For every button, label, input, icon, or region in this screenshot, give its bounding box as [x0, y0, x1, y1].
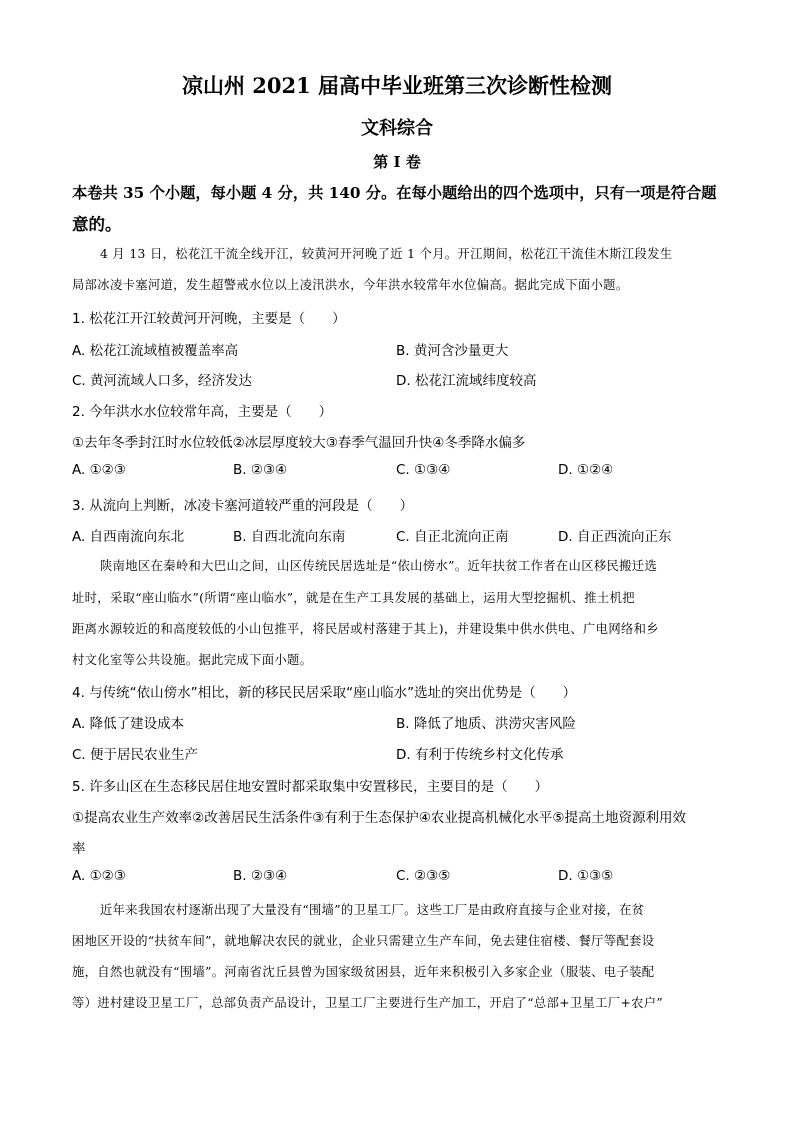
question-5-items-line-1: ①提高农业生产效率②改善居民生活条件③有利于生态保护④农业提高机械化水平⑤提高土地资源利用效 [72, 810, 687, 826]
passage-3-line-2: 困地区开设的“扶贫车间”，就地解决农民的就业，企业只需建立生产车间，免去建住宿楼、餐厅等配套设 [72, 934, 655, 948]
question-4-stem: 4. 与传统“依山傍水”相比，新的移民民居采取“座山临水”选址的突出优势是（ ） [72, 685, 577, 701]
question-5-option-d: D. ①③⑤ [558, 868, 614, 884]
question-5-option-a: A. ①②③ [72, 868, 126, 884]
passage-1-line-2: 局部冰凌卡塞河道，发生超警戒水位以上凌汛洪水，今年洪水较常年水位偏高。据此完成下面小题。 [72, 278, 629, 292]
volume-label: 第 I 卷 [373, 153, 421, 171]
passage-3-line-1: 近年来我国农村逐渐出现了大量没有“围墙”的卫星工厂。这些工厂是由政府直接与企业对接，在贫 [100, 903, 645, 917]
exam-title: 凉山州 2021 届高中毕业班第三次诊断性检测 [181, 73, 613, 98]
question-5-option-b: B. ②③④ [233, 868, 288, 884]
question-1-stem: 1. 松花江开江较黄河开河晚，主要是（ ） [72, 311, 346, 327]
passage-2-line-1: 陕南地区在秦岭和大巴山之间，山区传统民居选址是“依山傍水”。近年扶贫工作者在山区移民搬迁选 [100, 559, 658, 573]
question-1-option-d: D. 松花江流域纬度较高 [396, 373, 537, 389]
question-3-option-c: C. 自正北流向正南 [396, 529, 509, 545]
instructions-line-1: 本卷共 35 个小题，每小题 4 分，共 140 分。在每小题给出的四个选项中，只有一项是符合题 [72, 184, 717, 202]
passage-3-line-3: 施，自然也就没有“围墙”。河南省沈丘县曾为国家级贫困县，近年来积极引入多家企业（服装、电子装配 [72, 965, 655, 979]
question-1-option-a: A. 松花江流域植被覆盖率高 [72, 343, 239, 359]
question-5-items-line-2: 率 [72, 841, 86, 857]
question-1-option-b: B. 黄河含沙量更大 [396, 343, 509, 359]
exam-subtitle: 文科综合 [361, 118, 433, 139]
question-3-option-a: A. 自西南流向东北 [72, 529, 185, 545]
question-2-option-c: C. ①③④ [396, 462, 451, 478]
question-2-option-d: D. ①②④ [558, 462, 614, 478]
question-4-option-c: C. 便于居民农业生产 [72, 747, 199, 763]
question-2-stem: 2. 今年洪水水位较常年高，主要是（ ） [72, 404, 333, 420]
question-5-stem: 5. 许多山区在生态移民居住地安置时都采取集中安置移民，主要目的是（ ） [72, 779, 549, 795]
passage-3-line-4: 等）进村建设卫星工厂，总部负责产品设计，卫星工厂主要进行生产加工，开启了“总部+卫星工厂+农户” [72, 996, 664, 1010]
question-5-option-c: C. ②③⑤ [396, 868, 451, 884]
passage-2-line-4: 村文化室等公共设施。据此完成下面小题。 [72, 653, 313, 667]
question-3-option-d: D. 自正西流向正东 [558, 529, 672, 545]
question-2-option-b: B. ②③④ [233, 462, 288, 478]
question-3-stem: 3. 从流向上判断，冰凌卡塞河道较严重的河段是（ ） [72, 498, 414, 514]
passage-2-line-2: 址时，采取“座山临水”(所谓“座山临水”，就是在生产工具发展的基础上，运用大型挖掘机、推土机把 [72, 591, 635, 605]
instructions-line-2: 意的。 [72, 215, 122, 234]
question-4-option-b: B. 降低了地质、洪涝灾害风险 [396, 716, 576, 732]
question-4-option-d: D. 有利于传统乡村文化传承 [396, 747, 564, 763]
passage-2-line-3: 距离水源较近的和高度较低的小山包推平，将民居或村落建于其上)，并建设集中供水供电、广电网络和乡 [72, 622, 659, 636]
passage-1-line-1: 4 月 13 日，松花江干流全线开江，较黄河开河晚了近 1 个月。开江期间，松花江干流佳木斯江段发生 [100, 247, 673, 261]
question-4-option-a: A. 降低了建设成本 [72, 716, 185, 732]
question-2-option-a: A. ①②③ [72, 462, 126, 478]
question-3-option-b: B. 自西北流向东南 [233, 529, 346, 545]
question-2-items: ①去年冬季封江时水位较低②冰层厚度较大③春季气温回升快④冬季降水偏多 [72, 435, 526, 451]
question-1-option-c: C. 黄河流域人口多，经济发达 [72, 373, 253, 389]
